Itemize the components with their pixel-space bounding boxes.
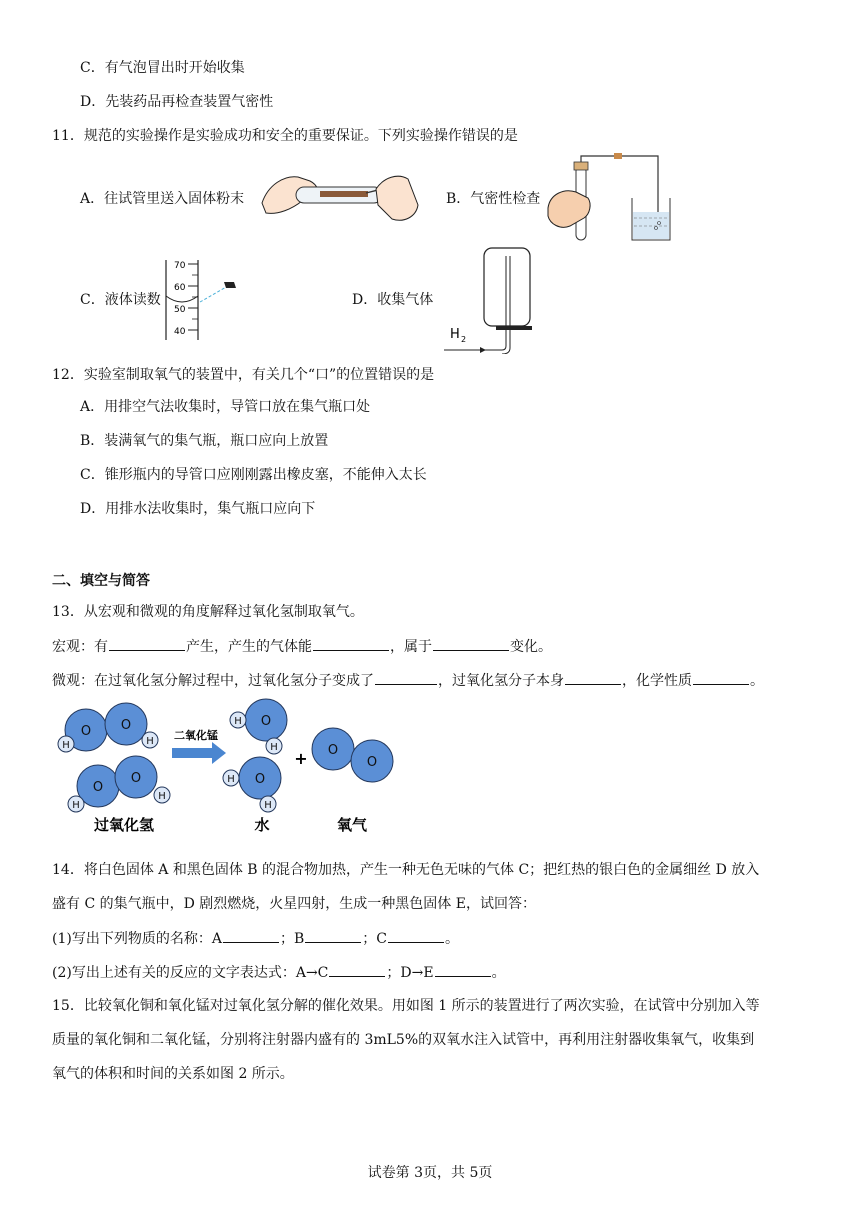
answer-blank	[109, 636, 185, 651]
q12-option-b: B．装满氧气的集气瓶，瓶口应向上放置	[80, 433, 329, 449]
plus-sign: +	[294, 749, 308, 768]
answer-blank	[435, 962, 491, 977]
q13-stem: 13．从宏观和微观的角度解释过氧化氢制取氧气。	[52, 604, 364, 620]
scale-tick-70: 70	[174, 261, 186, 271]
atom-o: O	[254, 772, 266, 787]
atom-h: H	[158, 791, 166, 802]
q11-figure-a-powder	[258, 165, 424, 225]
q11-figure-b-airtight	[546, 152, 678, 244]
atom-o: O	[80, 724, 92, 739]
q11-option-a: A．往试管里送入固体粉末	[80, 191, 245, 207]
answer-blank	[313, 636, 389, 651]
answer-blank	[433, 636, 509, 651]
q10-option-d: D．先装药品再检查装置气密性	[80, 94, 274, 110]
q12-option-d: D．用排水法收集时，集气瓶口应向下	[80, 501, 316, 517]
gas-label-subscript: 2	[461, 335, 467, 344]
page-footer: 试卷第 3页，共 5页	[367, 1165, 493, 1181]
q12-option-a: A．用排空气法收集时，导管口放在集气瓶口处	[80, 399, 371, 415]
q10-option-c: C．有气泡冒出时开始收集	[80, 60, 245, 76]
q13-macro-line: 宏观：有 产生，产生的气体能 ，属于 变化。	[52, 636, 552, 657]
atom-h: H	[72, 800, 80, 811]
label-oxygen: 氧气	[336, 816, 368, 834]
scale-tick-50: 50	[174, 305, 186, 315]
atom-o: O	[130, 771, 142, 786]
answer-blank	[223, 928, 279, 943]
atom-o: O	[120, 718, 132, 733]
atom-o: O	[327, 743, 339, 758]
q11-stem: 11．规范的实验操作是实验成功和安全的重要保证。下列实验操作错误的是	[52, 128, 518, 144]
answer-blank	[693, 670, 749, 685]
catalyst-label: 二氧化锰	[174, 729, 218, 742]
atom-h: H	[62, 740, 70, 751]
q15-line2: 质量的氧化铜和二氧化锰，分别将注射器内盛有的 3mL5%的双氧水注入试管中，再利用注射器收集氧气，收集到	[52, 1032, 755, 1048]
gas-label: H	[450, 327, 460, 342]
answer-blank	[305, 928, 361, 943]
atom-h: H	[234, 716, 242, 727]
q11-figure-c-reading	[162, 256, 242, 342]
answer-blank	[375, 670, 437, 685]
q14-sub2: (2)写出上述有关的反应的文字表达式：A→C ；D→E 。	[52, 962, 506, 983]
atom-h: H	[227, 774, 235, 785]
section-title: 二、填空与简答	[52, 573, 150, 589]
atom-h: H	[270, 742, 278, 753]
q11-figure-d-collect	[440, 246, 540, 354]
answer-blank	[329, 962, 385, 977]
q15-line1: 15．比较氧化铜和氧化锰对过氧化氢分解的催化效果。用如图 1 所示的装置进行了两次实验，在试管中分别加入等	[52, 998, 760, 1014]
q14-sub1: (1)写出下列物质的名称：A ；B ；C 。	[52, 928, 459, 949]
q14-line2: 盛有 C 的集气瓶中，D 剧烈燃烧，火星四射，生成一种黑色固体 E，试回答：	[52, 896, 536, 912]
atom-h: H	[146, 736, 154, 747]
q13-molecule-diagram	[54, 698, 414, 842]
label-hydrogen-peroxide: 过氧化氢	[93, 816, 155, 834]
answer-blank	[565, 670, 621, 685]
q11-option-d: D．收集气体	[352, 292, 434, 308]
atom-h: H	[264, 800, 272, 811]
atom-o: O	[92, 780, 104, 795]
q14-line1: 14．将白色固体 A 和黑色固体 B 的混合物加热，产生一种无色无味的气体 C；把红热的银白色的金属细丝 D 放入	[52, 862, 760, 878]
q15-line3: 氧气的体积和时间的关系如图 2 所示。	[52, 1066, 294, 1082]
answer-blank	[388, 928, 444, 943]
q11-option-c: C．液体读数	[80, 292, 161, 308]
atom-o: O	[260, 714, 272, 729]
atom-o: O	[366, 755, 378, 770]
q11-option-b: B．气密性检查	[446, 191, 541, 207]
scale-tick-60: 60	[174, 283, 186, 293]
q13-micro-line: 微观：在过氧化氢分解过程中，过氧化氢分子变成了 ，过氧化氢分子本身 ，化学性质 。	[52, 670, 764, 691]
q12-option-c: C．锥形瓶内的导管口应刚刚露出橡皮塞，不能伸入太长	[80, 467, 427, 483]
q12-stem: 12．实验室制取氧气的装置中，有关几个“口”的位置错误的是	[52, 367, 435, 383]
label-water: 水	[254, 816, 270, 834]
scale-tick-40: 40	[174, 327, 186, 337]
